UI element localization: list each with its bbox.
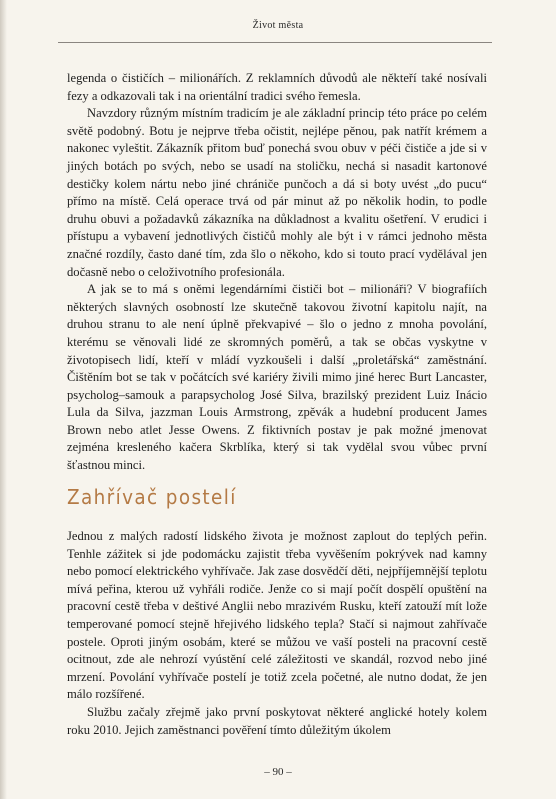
paragraph: Službu začaly zřejmě jako první poskytovat některé anglické hotely kolem roku 2010. Jejich zaměstnanci pověření tímto důležitým úkolem bbox=[67, 704, 487, 737]
header-rule bbox=[58, 42, 492, 43]
body-text-section-1 bbox=[67, 70, 487, 475]
paragraph: Navzdory různým místním tradicím je ale základní princip této práce po celém světě podobný. Botu je nejprve třeba očistit, nejlépe pěnou, pak natřít krémem a nakonec vyleštit. Zákazník přitom buď ponechá svou obuv v péči čističe a jde si v jiných botách po svých, nebo se usadí na stoličku, nechá si nasadit kartonové destičky kolem nártu nebo jiné chrániče punčoch a dá si boty uvést „do pucu“ přímo na místě. Celá operace trvá od pár minut až po několik hodin, to podle druhu obuvi a požadavků zákazníka na důkladnost a kvalitu ošetření. V erudici i přístupu a vybavení jednotlivých čističů mohly ale být i v rámci jednoho města značné rozdíly, často dané tím, zda šlo o někoho, kdo si touto prací vydělával jen dočasně nebo o celoživotního profesionála. bbox=[67, 106, 487, 279]
running-head: Život města bbox=[252, 20, 304, 31]
body-text-section-2 bbox=[67, 528, 487, 739]
paragraph: A jak se to má s oněmi legendárními čističi bot – milionáři? V biografiích některých slavných osobností lze skutečně takovou životní kapitolu najít, na druhou stranu to ale není úplně překvapivé – šlo o jedno z mnoha povolání, kterému se věnovali lidé ze skromných poměrů, a tak se občas vyskytne v životopisech lidí, kteří v mládí vyzkoušeli i další „proletářská“ zaměstnání. Čištěním bot se tak v počátcích své kariéry živili mimo jiné herec Burt Lancaster, psycholog–samouk a parapsycholog José Silva, brazilský prezident Luiz Inácio Lula da Silva, jazzman Louis Armstrong, zpěvák a hudební producent James Brown nebo atlet Jesse Owens. Z fiktivních postav je pak možné jmenovat zejména kresleného kačera Skrblíka, který si tak vydělal svou vůbec první šťastnou minci. bbox=[67, 282, 487, 473]
page-number: – 90 – bbox=[264, 766, 292, 778]
section-heading: Zahřívač postelí bbox=[67, 485, 237, 509]
paragraph: legenda o čističích – milionářích. Z reklamních důvodů ale někteří také nosívali fezy a odkazovali tak i na orientální tradici svého řemesla. bbox=[67, 71, 487, 103]
paragraph: Jednou z malých radostí lidského života je možnost zaplout do teplých peřin. Tenhle zážitek si jde podomácku zajistit třeba vyvěšením pokrývek nad kamny nebo pomocí elektrického vyhřívače. Jak zase dosvědčí děti, nejpříjemnější teplotu mívá peřina, kterou už vyhřáli rodiče. Jenže co si mají počít dospělí opuštění na pracovní cestě třeba v deštivé Anglii nebo mrazivém Rusku, kteří zatouží mít lože temperované pomocí stejně hřejivého lidského tepla? Stačí si najmout zahřívače postele. Oproti jiným osobám, které se můžou ve vaší posteli na pracovní cestě ocitnout, zde ale nehrozí vyústění celé záležitosti ve skandál, rozvod nebo jiné mrzení. Povolání vyhřívače postelí je totiž zcela početné, ale nutno dodat, že jen málo rozšířené. bbox=[67, 529, 487, 702]
